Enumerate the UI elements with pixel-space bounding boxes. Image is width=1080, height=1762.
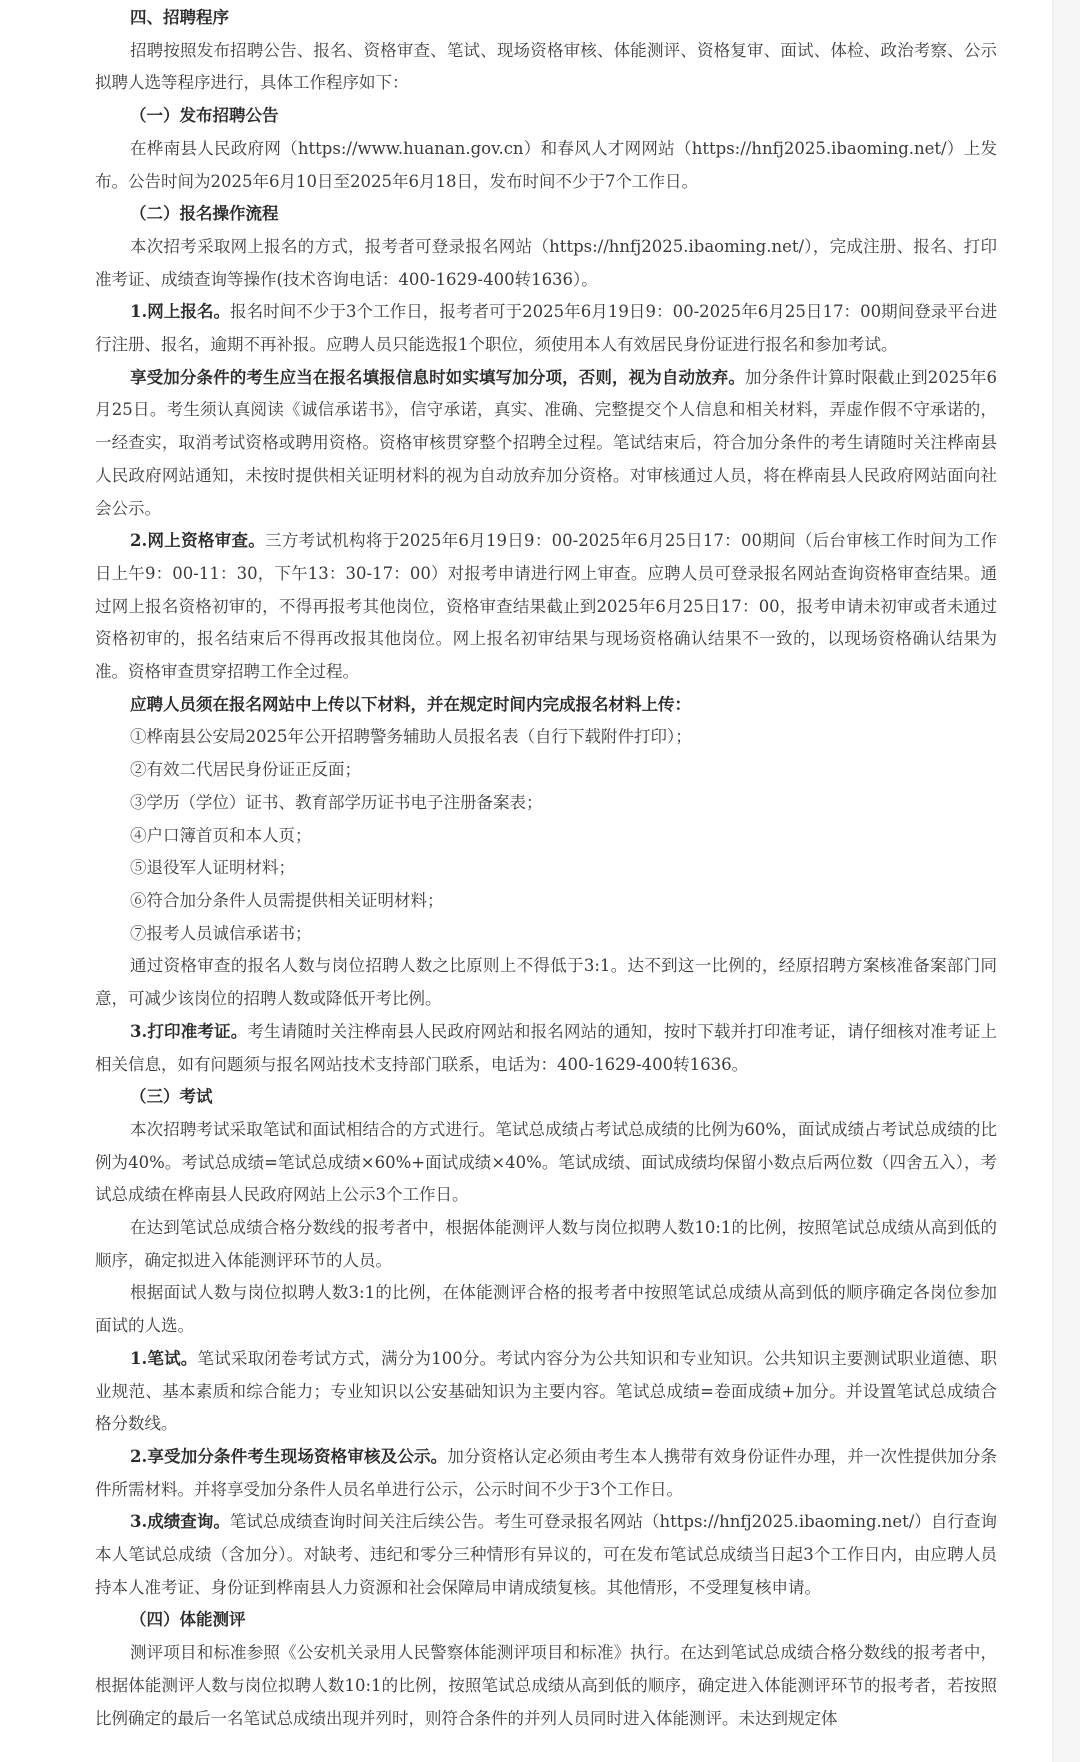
paragraph-bonus-review [95, 1441, 997, 1506]
lead-admission-ticket: 3.打印准考证。 [130, 1021, 248, 1041]
paragraph-fitness-selection: 在达到笔试总成绩合格分数线的报考者中，根据体能测评人数与岗位拟聘人数10:1的比例，按照笔试总成绩从高到低的顺序，确定拟进入体能测评环节的人员。 [95, 1218, 997, 1270]
paragraph-publish: 在桦南县人民政府网（https://www.huanan.gov.cn）和春风人才网网站（https://hnfj2025.ibaoming.net/）上发布。公告时间为2025年6月10日至2025年6月18日，发布时间不少于7个工作日。 [95, 138, 997, 191]
paragraph-ratio: 通过资格审查的报名人数与岗位招聘人数之比原则上不得低于3:1。达不到这一比例的，经原招聘方案核准备案部门同意，可减少该岗位的招聘人数或降低开考比例。 [95, 956, 997, 1009]
lead-online-registration: 1.网上报名。 [130, 302, 231, 322]
paragraph-online-registration [95, 296, 997, 361]
text-online-registration: 报名时间不少于3个工作日，报考者可于2025年6月19日9：00-2025年6月25日17：00期间登录平台进行注册、报名，逾期不再补报。应聘人员只能选报1个职位，须使用本人有效居民身份证进行报名和参加考试。 [95, 302, 997, 355]
lead-written-exam: 1.笔试。 [130, 1348, 198, 1368]
paragraph-bonus [95, 362, 997, 526]
material-item: ④户口簿首页和本人页； [130, 825, 312, 845]
material-item: ⑦报考人员诚信承诺书； [130, 923, 312, 943]
subsection-title-1: （一）发布招聘公告 [130, 106, 279, 126]
text-written-exam: 笔试采取闭卷考试方式，满分为100分。考试内容分为公共知识和专业知识。公共知识主要测试职业道德、职业规范、基本素质和综合能力；专业知识以公安基础知识为主要内容。笔试总成绩=卷面成绩+加分。并设置笔试总成绩合格分数线。 [95, 1348, 997, 1434]
material-item: ⑤退役军人证明材料； [130, 858, 295, 878]
lead-bonus-review: 2.享受加分条件考生现场资格审核及公示。 [130, 1446, 448, 1466]
document-body [95, 0, 997, 1735]
subsection-title-4: （四）体能测评 [130, 1610, 246, 1630]
subsection-title-2: （二）报名操作流程 [130, 204, 279, 224]
text-score-query: 笔试总成绩查询时间关注后续公告。考生可登录报名网站（https://hnfj2025.ibaoming.net/）自行查询本人笔试总成绩（含加分）。对缺考、违纪和零分三种情形有异议的，可在发布笔试总成绩当日起3个工作日内，由应聘人员持本人准考证、身份证到桦南县人力资源和社会保障局申请成绩复核。其他情形，不受理复核申请。 [95, 1512, 997, 1597]
paragraph-online-review [95, 525, 997, 689]
material-item: ①桦南县公安局2025年公开招聘警务辅助人员报名表（自行下载附件打印）； [130, 727, 692, 747]
text-bonus-review: 加分资格认定必须由考生本人携带有效身份证件办理，并一次性提供加分条件所需材料。并将享受加分条件人员名单进行公示，公示时间不少于3个工作日。 [95, 1446, 997, 1499]
material-item: ⑥符合加分条件人员需提供相关证明材料； [130, 890, 444, 910]
paragraph-interview-selection: 根据面试人数与岗位拟聘人数3:1的比例，在体能测评合格的报考者中按照笔试总成绩从高到低的顺序确定各岗位参加面试的人选。 [95, 1283, 997, 1336]
lead-score-query: 3.成绩查询。 [130, 1512, 230, 1532]
paragraph-score-query [95, 1506, 997, 1604]
paragraph-registration: 本次招考采取网上报名的方式，报考者可登录报名网站（https://hnfj2025.ibaoming.net/），完成注册、报名、打印准考证、成绩查询等操作(技术咨询电话：400-1629-400转1636）。 [95, 236, 997, 289]
paragraph-admission-ticket [95, 1016, 997, 1081]
intro-paragraph: 招聘按照发布招聘公告、报名、资格审查、笔试、现场资格审核、体能测评、资格复审、面试、体检、政治考察、公示拟聘人选等程序进行，具体工作程序如下： [95, 40, 997, 93]
lead-bonus: 享受加分条件的考生应当在报名填报信息时如实填写加分项，否则，视为自动放弃。 [130, 367, 745, 387]
text-bonus: 加分条件计算时限截止到2025年6月25日。考生须认真阅读《诚信承诺书》，信守承诺，真实、准确、完整提交个人信息和相关材料，弄虚作假不守承诺的，一经查实，取消考试资格或聘用资格。资格审核贯穿整个招聘全过程。笔试结束后，符合加分条件的考生请随时关注桦南县人民政府网站通知，未按时提供相关证明材料的视为自动放弃加分资格。对审核通过人员，将在桦南县人民政府网站面向社会公示。 [95, 367, 998, 518]
paragraph-fitness-test: 测评项目和标准参照《公安机关录用人民警察体能测评项目和标准》执行。在达到笔试总成绩合格分数线的报考者中，根据体能测评人数与岗位拟聘人数10:1的比例，按照笔试总成绩从高到低的顺序，确定进入体能测评环节的报考者，若按照比例确定的最后一名笔试总成绩出现并列时，则符合条件的并列人员同时进入体能测评。未达到规定体 [95, 1643, 997, 1728]
text-online-review: 三方考试机构将于2025年6月19日9：00-2025年6月25日17：00期间（后台审核工作时间为工作日上午9：00-11：30，下午13：30-17：00）对报考申请进行网上审查。应聘人员可登录报名网站查询资格审查结果。通过网上报名资格初审的，不得再报考其他岗位，资格审查结果截止到2025年6月25日17：00，报考申请未初审或者未通过资格初审的，报名结束后不得再改报其他岗位。网上报名初审结果与现场资格确认结果不一致的，以现场资格确认结果为准。资格审查贯穿招聘工作全过程。 [95, 531, 997, 682]
text-admission-ticket: 考生请随时关注桦南县人民政府网站和报名网站的通知，按时下载并打印准考证，请仔细核对准考证上相关信息，如有问题须与报名网站技术支持部门联系，电话为：400-1629-400转1636。 [95, 1021, 998, 1074]
section-title: 四、招聘程序 [130, 8, 229, 27]
material-item: ②有效二代居民身份证正反面； [130, 760, 361, 780]
subsection-title-3: （三）考试 [130, 1087, 213, 1107]
upload-instruction: 应聘人员须在报名网站中上传以下材料，并在规定时间内完成报名材料上传： [130, 694, 691, 714]
paragraph-written-exam [95, 1343, 997, 1441]
paragraph-exam-weights: 本次招聘考试采取笔试和面试相结合的方式进行。笔试总成绩占考试总成绩的比例为60%，面试成绩占考试总成绩的比例为40%。考试总成绩=笔试总成绩×60%+面试成绩×40%。笔试成绩、面试成绩均保留小数点后两位数（四舍五入），考试总成绩在桦南县人民政府网站上公示3个工作日。 [95, 1119, 997, 1205]
lead-online-review: 2.网上资格审查。 [130, 531, 266, 551]
material-item: ③学历（学位）证书、教育部学历证书电子注册备案表； [130, 792, 543, 812]
